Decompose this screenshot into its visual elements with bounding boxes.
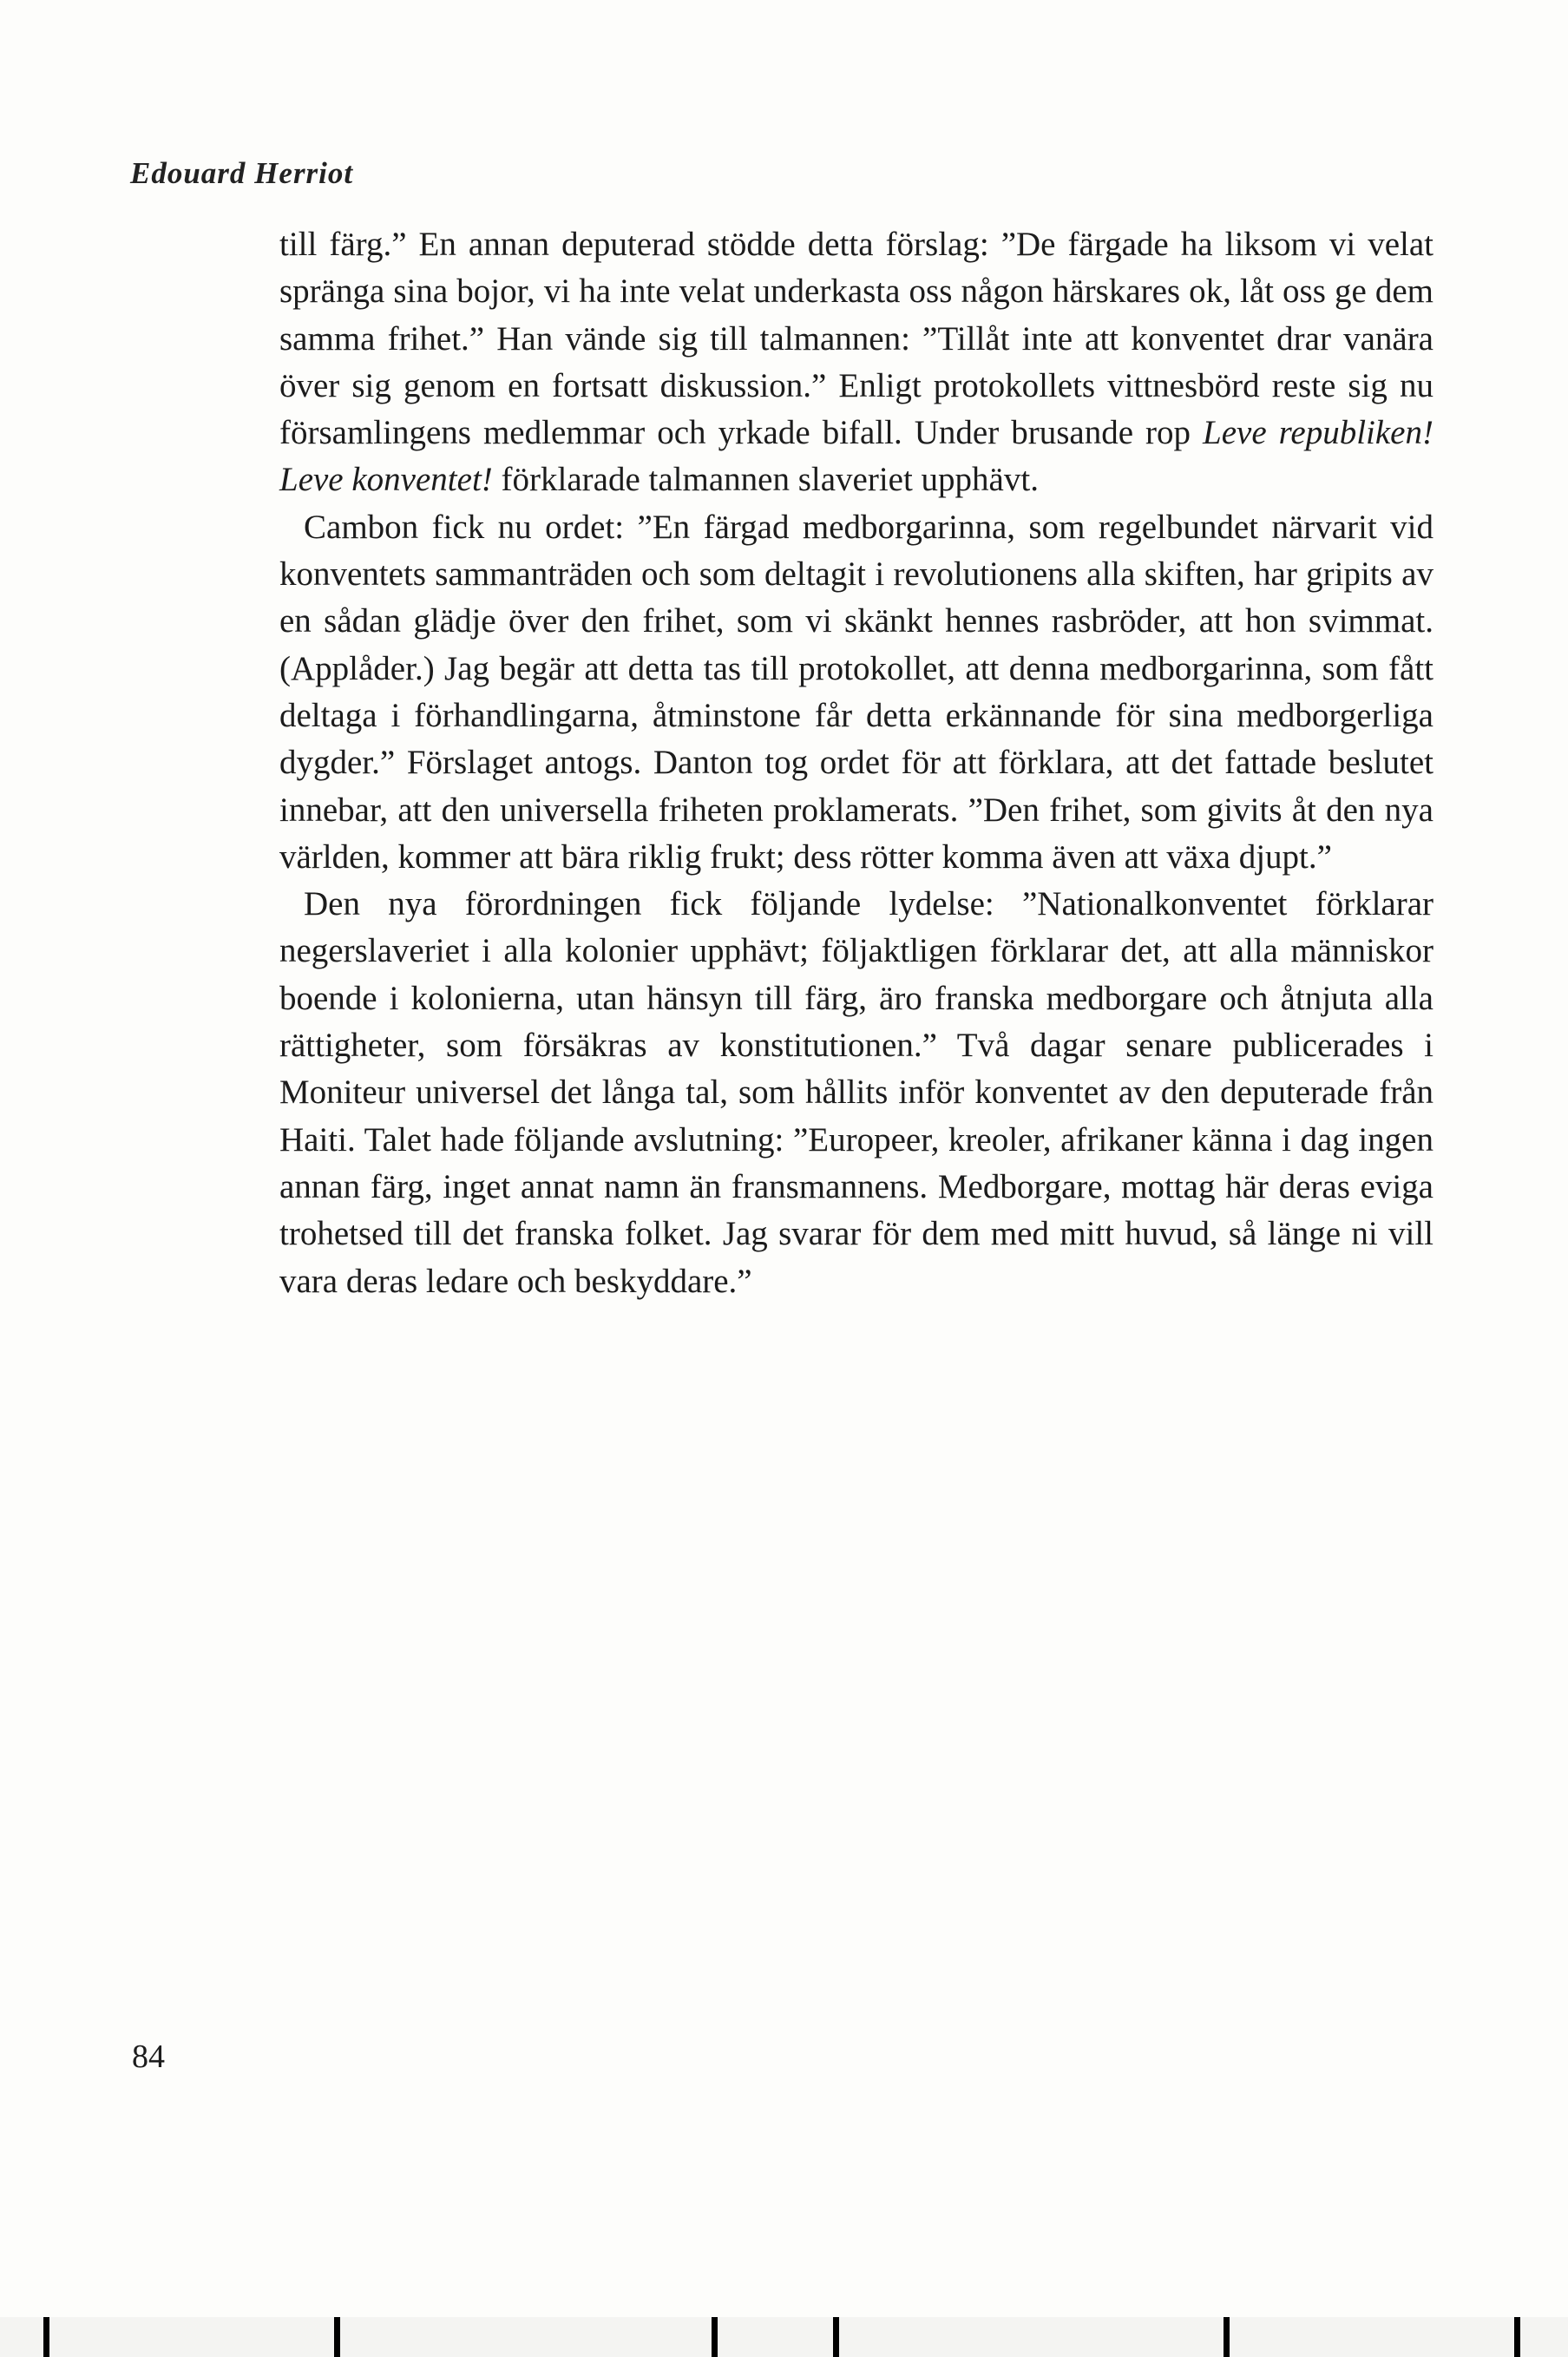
- page-number: 84: [132, 2039, 165, 2075]
- scan-edge-mark: [334, 2317, 340, 2357]
- scan-edge-mark: [1224, 2317, 1230, 2357]
- body-text: [279, 221, 1434, 1305]
- paragraph-1-italic-1: Leve republiken!: [1203, 414, 1434, 452]
- paragraph-1-italic-2: Leve konventet!: [279, 461, 493, 499]
- scan-edge-mark: [712, 2317, 718, 2357]
- paragraph-2: Cambon fick nu ordet: ”En färgad medborgarinna, som regelbundet närvarit vid konventets sammanträden och som deltagit i revolutionens alla skiften, har gripits av en sådan glädje över den frihet, som vi skänkt hennes rasbröder, att hon svimmat. (Applåder.) Jag begär att detta tas till protokollet, att denna medborgarinna, som fått deltaga i förhandlingarna, åtminstone får detta erkännande för sina medborgerliga dygder.” Förslaget antogs. Danton tog ordet för att förklara, att det fattade beslutet innebar, att den universella friheten proklamerats. ”Den frihet, som givits åt den nya världen, kommer att bära riklig frukt; dess rötter komma även att växa djupt.”: [279, 508, 1434, 876]
- paragraph-3: Den nya förordningen fick följande lydelse: ”Nationalkonventet förklarar negerslaveriet i alla kolonier upphävt; följaktligen förklarar det, att alla människor boende i kolonierna, utan hänsyn till färg, äro franska medborgare och åtnjuta alla rättigheter, som försäkras av konstitutionen.” Två dagar senare publicerades i Moniteur universel det långa tal, som hållits inför konventet av den deputerade från Haiti. Talet hade följande avslutning: ”Europeer, kreoler, afrikaner känna i dag ingen annan färg, inget annat namn än fransmannens. Medborgare, mottag här deras eviga trohetsed till det franska folket. Jag svarar för dem med mitt huvud, så länge ni vill vara deras ledare och beskyddare.”: [279, 885, 1434, 1300]
- paragraph-1: [279, 221, 1434, 504]
- running-header: Edouard Herriot: [130, 156, 354, 190]
- scan-edge-mark: [833, 2317, 839, 2357]
- scan-edge-mark: [43, 2317, 49, 2357]
- paragraph-1-text-a: till färg.” En annan deputerad stödde detta förslag: ”De färgade ha liksom vi velat spränga sina bojor, vi ha inte velat underkasta oss någon härskares ok, låt oss ge dem samma frihet.” Han vände sig till talmannen: ”Tillåt inte att konventet drar vanära över sig genom en fortsatt diskussion.” Enligt protokollets vittnesbörd reste sig nu församlingens medlemmar och yrkade bifall. Under brusande rop: [279, 226, 1434, 452]
- paragraph-1-text-c: förklarade talmannen slaveriet upphävt.: [492, 461, 1039, 499]
- scan-bottom-edge: [0, 2317, 1568, 2357]
- scan-edge-mark: [1514, 2317, 1520, 2357]
